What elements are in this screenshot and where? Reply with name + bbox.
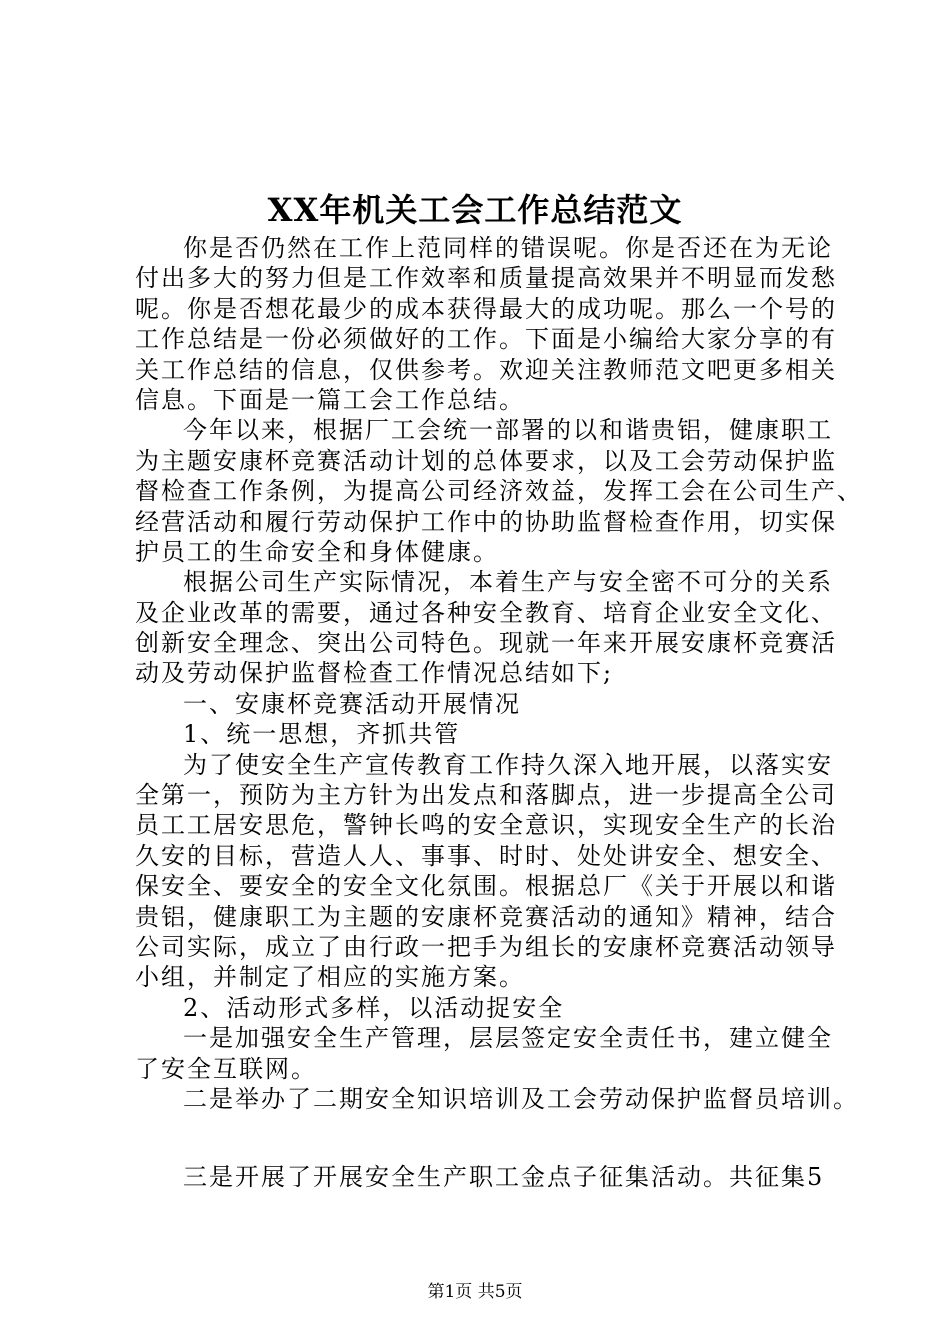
text-line: 为了使安全生产宣传教育工作持久深入地开展，以落实安 [183, 750, 833, 779]
text-line: 根据公司生产实际情况，本着生产与安全密不可分的关系 [183, 568, 833, 597]
text-line: 了安全互联网。 [135, 1054, 317, 1083]
text-line: 今年以来，根据厂工会统一部署的以和谐贵铝，健康职工 [183, 416, 833, 445]
text-line: 护员工的生命安全和身体健康。 [135, 537, 499, 566]
text-line: 工作总结是一份必须做好的工作。下面是小编给大家分享的有 [135, 325, 837, 354]
text-line: 二是举办了二期安全知识培训及工会劳动保护监督员培训。 [183, 1084, 859, 1113]
paragraph-gap [135, 1114, 840, 1162]
text-line: 关工作总结的信息，仅供参考。欢迎关注教师范文吧更多相关 [135, 355, 837, 384]
text-line: 为主题安康杯竞赛活动计划的总体要求，以及工会劳动保护监 [135, 446, 837, 475]
text-line: 小组，并制定了相应的实施方案。 [135, 963, 525, 992]
subsection-heading: 1、统一思想，齐抓共管 [183, 720, 461, 749]
text-line: 动及劳动保护监督检查工作情况总结如下; [135, 659, 614, 688]
text-line: 一是加强安全生产管理，层层签定安全责任书，建立健全 [183, 1024, 833, 1053]
text-line: 经营活动和履行劳动保护工作中的协助监督检查作用，切实保 [135, 507, 837, 536]
document-title: XX年机关工会工作总结范文 [267, 191, 683, 229]
text-line: 久安的目标，营造人人、事事、时时、处处讲安全、想安全、 [135, 841, 837, 870]
text-line: 员工工居安思危，警钟长鸣的安全意识，实现安全生产的长治 [135, 811, 837, 840]
text-line: 全第一，预防为主方针为出发点和落脚点，进一步提高全公司 [135, 781, 837, 810]
text-line: 你是否仍然在工作上范同样的错误呢。你是否还在为无论 [183, 234, 833, 262]
text-line: 创新安全理念、突出公司特色。现就一年来开展安康杯竞赛活 [135, 629, 837, 658]
text-line: 督检查工作条例，为提高公司经济效益，发挥工会在公司生产、 [135, 477, 863, 506]
text-line: 贵铝，健康职工为主题的安康杯竞赛活动的通知》精神，结合 [135, 902, 837, 931]
text-line: 公司实际，成立了由行政一把手为组长的安康杯竞赛活动领导 [135, 932, 837, 961]
section-heading: 一、安康杯竞赛活动开展情况 [183, 689, 521, 718]
subsection-heading: 2、活动形式多样，以活动捉安全 [183, 993, 565, 1022]
text-line: 及企业改革的需要，通过各种安全教育、培育企业安全文化、 [135, 598, 837, 627]
text-line: 保安全、要安全的安全文化氛围。根据总厂《关于开展以和谐 [135, 872, 837, 901]
text-line: 付出多大的努力但是工作效率和质量提高效果并不明显而发愁 [135, 264, 837, 293]
text-line: 三是开展了开展安全生产职工金点子征集活动。共征集5 [183, 1163, 825, 1192]
page-footer: 第1页 共5页 [427, 1282, 523, 1302]
document-body [135, 233, 863, 1193]
text-line: 信息。下面是一篇工会工作总结。 [135, 385, 525, 414]
text-line: 呢。你是否想花最少的成本获得最大的成功呢。那么一个号的 [135, 294, 837, 323]
